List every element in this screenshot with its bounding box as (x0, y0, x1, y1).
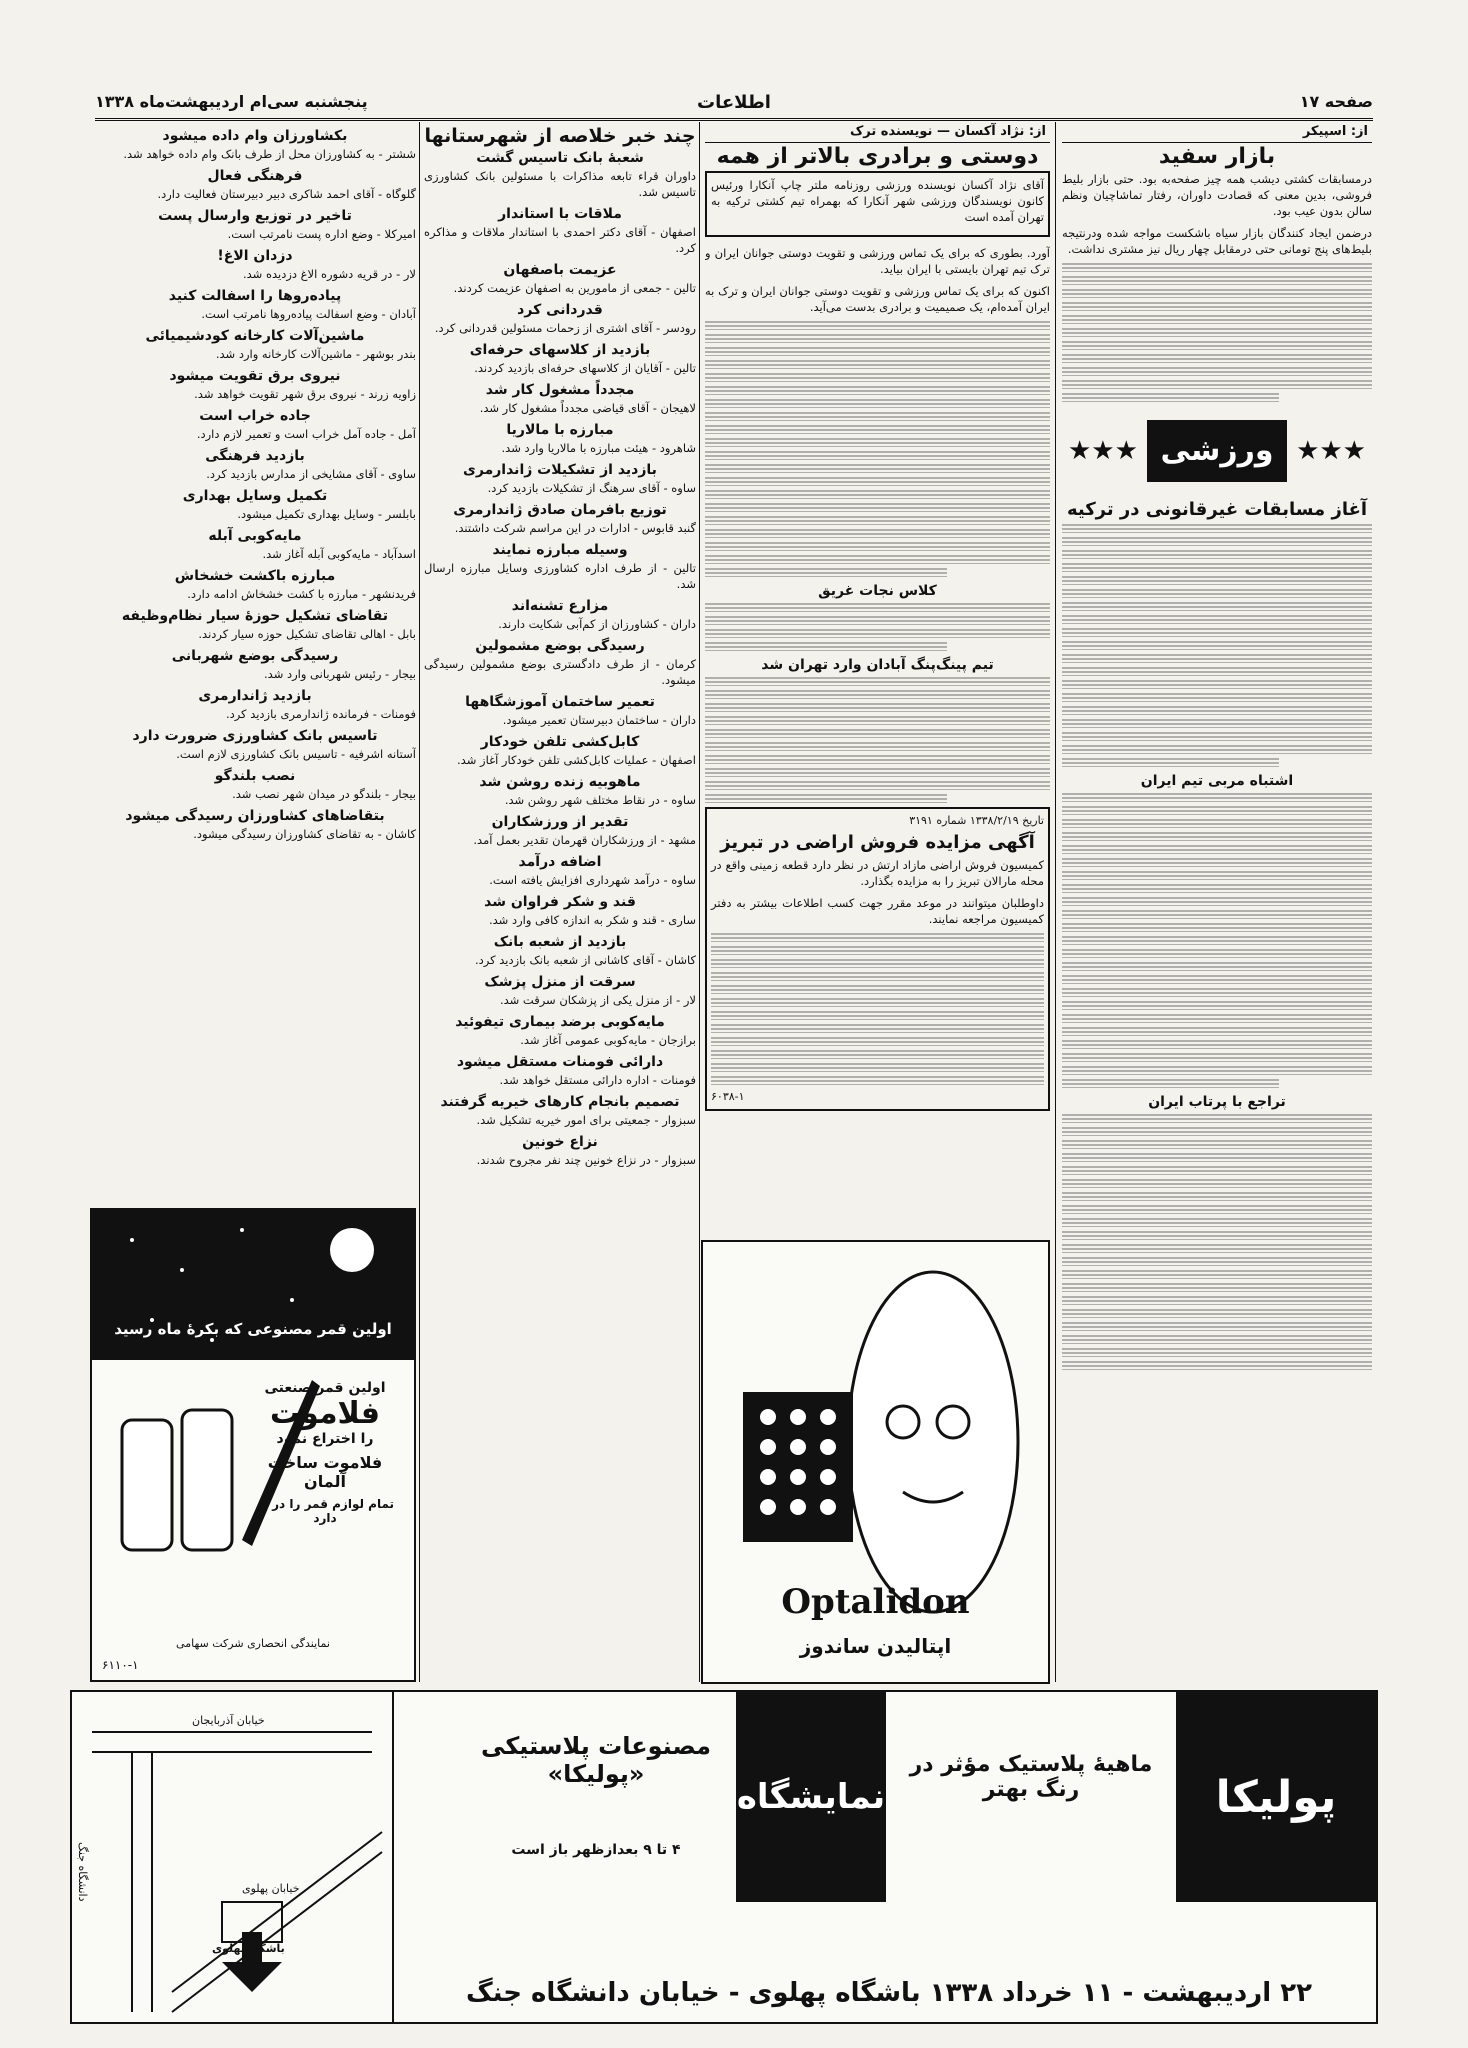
intro-box (705, 171, 1050, 237)
tender-notice (705, 807, 1050, 1111)
ad-code: ۶۱۱۰-۱ (102, 1658, 139, 1672)
list-item: فرهنگی فعال گلوگاه - آقای احمد شاکری دبیر دبیرستان فعالیت دارد. (157, 168, 416, 201)
notice-ref: تاریخ ۱۳۳۸/۲/۱۹ شماره ۳۱۹۱ (909, 814, 1044, 827)
list-item: دزدان الاغ! لار - در قریه دشوره الاغ دزدیده شد. (217, 248, 416, 281)
column-rule (419, 122, 420, 1682)
polica-ad (70, 1690, 1378, 2024)
list-item: عزیمت باصفهان تالین - جمعی از مامورین به اصفهان عزیمت کردند. (453, 262, 696, 295)
map-drawing (72, 1692, 392, 2022)
list-item: بکشاورزان وام داده میشود ششتر - به کشاورزان محل از طرف بانک وام داده خواهد شد. (123, 128, 416, 161)
news-list (94, 128, 416, 842)
page-number: صفحه ۱۷ (1299, 92, 1373, 111)
list-item: نزاع خونین سبزوار - در نزاع خونین چند نفر مجروح شدند. (476, 1134, 696, 1167)
list-item: تقدیر از ورزشکاران مشهد - از ورزشکاران قهرمان تقدیر بعمل آمد. (473, 814, 696, 847)
ad-copy (250, 1380, 400, 1525)
list-item: مبارزه باکشت خشخاش فریدنشهر - مبارزه با کشت خشخاش ادامه دارد. (174, 568, 416, 601)
provincial-news-column (94, 122, 416, 1202)
map-street: دانشگاه جنگ (76, 1842, 89, 1902)
list-item: تصمیم بانجام کارهای خیریه گرفتند سبزوار - جمعیتی برای امور خیریه تشکیل شد. (440, 1094, 696, 1127)
list-item: دارائی فومنات مستقل میشود فومنات - اداره دارائی مستقل خواهد شد. (456, 1054, 696, 1087)
location-map (72, 1692, 394, 2022)
list-item: مزارع تشنه‌اند داران - کشاورزان از کم‌آبی شکایت دارند. (498, 598, 696, 631)
ad-banner: اولین قمر مصنوعی که بکرهٔ ماه رسید (114, 1320, 392, 1338)
list-item: پیاده‌روها را اسفالت کنید آبادان - وضع اسفالت پیاده‌روها نامرتب است. (168, 288, 416, 321)
list-item: جاده خراب است آمل - جاده آمل خراب است و تعمیر لازم دارد. (196, 408, 416, 441)
masthead (95, 88, 1373, 121)
list-item: کابل‌کشی تلفن خودکار اصفهان - عملیات کابل‌کشی تلفن خودکار آغاز شد. (457, 734, 696, 767)
list-item: بتقاضاهای کشاورزان رسیدگی میشود کاشان - به تقاضای کشاورزان رسیدگی میشود. (125, 808, 416, 841)
ad-line: اولین قمر صنعتی (264, 1380, 386, 1396)
column-rule (1055, 122, 1056, 1682)
issue-date: پنجشنبه سی‌ام اردیبهشت‌ماه ۱۳۳۸ (95, 92, 368, 111)
optalidon-brand: Optalidon (781, 1582, 970, 1622)
byline: از: نژاد آکسان — نویسنده ترک (705, 122, 1050, 143)
paper-name: اطلاعات (697, 92, 771, 113)
list-item: توزیع بافرمان صادق ژاندارمری گنبد قابوس - ادارات در این مراسم شرکت داشتند. (453, 502, 696, 535)
exhibition-sub: مصنوعات پلاستیکی «پولیکا» (481, 1732, 711, 1788)
list-item: مجدداً مشغول کار شد لاهیجان - آقای قیاضی مجدداً مشغول کار شد. (479, 382, 696, 415)
news-list (424, 150, 696, 1168)
list-item: اضافه درآمد ساوه - درآمد شهرداری افزایش یافته است. (489, 854, 696, 887)
paragraph: اکنون که برای یک تماس ورزشی و تقویت دوستی جوانان ایران و ترک به ایران آمده‌ام، یک صمیمیت و برادری بدست می‌آید. (705, 284, 1050, 314)
headline: آغاز مسابقات غیرقانونی در ترکیه (1066, 499, 1368, 520)
list-item: ماهوبیه زنده روشن شد ساوه - در نقاط مختلف شهر روشن شد. (479, 774, 696, 807)
optalidon-caption: اپتالیدن ساندوز (799, 1634, 952, 1658)
star-icon: ★★★ (1068, 436, 1138, 466)
list-item: بازدید ژاندارمری فومنات - فرمانده ژاندارمری بازدید کرد. (198, 688, 416, 721)
paragraph: آورد. بطوری که برای یک تماس ورزشی و تقویت دوستی جوانان ایران و ترک تیم تهران بایستی با ایران بیاید. (705, 246, 1050, 276)
falamot-ad (90, 1208, 416, 1682)
exhibition-label: نمایشگاه (736, 1692, 886, 1902)
list-item: مایه‌کوبی برضد بیماری تیفوئید برازجان - مایه‌کوبی عمومی آغاز شد. (455, 1014, 696, 1047)
list-item: وسیله مبارزه نمایند تالین - از طرف اداره کشاورزی وسایل مبارزه ارسال شد. (424, 542, 696, 591)
column-rule (699, 122, 700, 1682)
intro-text: آقای نژاد آکسان نویسنده ورزشی روزنامه ملتر چاپ آنکارا ورئیس کانون نویسندگان ورزشی شهر آنکارا که بهمراه تیم کشتی ترکیه به تهران آمده است (711, 178, 1044, 224)
map-street: خیابان پهلوی (242, 1882, 300, 1895)
notice-code: ۶۰۳۸-۱ (711, 1090, 745, 1103)
ad-line: تمام لوازم قمر را در بر دارد (255, 1497, 394, 1525)
ad-agent: نمایندگی انحصاری شرکت سهامی (176, 1637, 330, 1650)
list-item: بازدید از کلاسهای حرفه‌ای تالین - آقایان از کلاسهای حرفه‌ای بازدید کردند. (469, 342, 696, 375)
author-tag: از: اسپیکر (1062, 122, 1372, 143)
list-item: تکمیل وسایل بهداری بابلسر - وسایل بهداری تکمیل میشود. (182, 488, 416, 521)
list-item: سرقت از منزل پزشک لار - از منزل یکی از پزشکان سرقت شد. (484, 974, 696, 1007)
exhibition-dates: ۲۲ اردیبهشت - ۱۱ خرداد ۱۳۳۸ باشگاه پهلوی - خیابان دانشگاه جنگ (466, 1978, 1312, 2008)
paragraph: درضمن ایجاد کنندگان بازار سیاه باشکست مواجه شده ودرنتیجه بلیط‌های پنج تومانی حتی درمقابل چهار ریال نیز مشتری نداشت. (1062, 226, 1372, 256)
polica-brand: پولیکا (1176, 1692, 1376, 1902)
subhead: تراجع با پرتاب ایران (1148, 1094, 1286, 1110)
star-icon: ★★★ (1296, 436, 1366, 466)
city-news-column (424, 122, 696, 1682)
sport-emblem: ورزشی (1147, 420, 1287, 482)
ad-line: را اختراع نمود (276, 1431, 374, 1447)
list-item: قدردانی کرد رودسر - آقای اشتری از زحمات مسئولین قدردانی کرد. (434, 302, 696, 335)
list-item: قند و شکر فراوان شد ساری - قند و شکر به اندازه کافی وارد شد. (484, 894, 696, 927)
list-item: شعبهٔ بانک تاسیس گشت داوران قراء تابعه مذاکرات با مسئولین بانک کشاورزی تاسیس شد. (424, 150, 696, 199)
subhead: اشتباه مربی تیم ایران (1140, 773, 1294, 789)
list-item: رسیدگی بوضع مشمولین کرمان - از طرف دادگستری بوضع مشمولین رسیدگی میشود. (424, 638, 696, 687)
optalidon-ad (701, 1240, 1050, 1684)
list-item: تاخیر در توزیع وارسال پست امیرکلا - وضع اداره پست نامرتب است. (158, 208, 416, 241)
list-item: نیروی برق تقویت میشود زاویه زرند - نیروی برق شهر تقویت خواهد شد. (169, 368, 416, 401)
paragraph: داوطلبان میتوانند در موعد مقرر جهت کسب اطلاعات بیشتر به دفتر کمیسیون مراجعه نمایند. (711, 896, 1044, 926)
polica-slogan: ماهیهٔ پلاستیک مؤثر در رنگ بهتر (909, 1752, 1153, 1802)
list-item: تاسیس بانک کشاورزی ضرورت دارد آستانه اشرفیه - تاسیس بانک کشاورزی لازم است. (132, 728, 416, 761)
section-title: چند خبر خلاصه از شهرستانها (424, 125, 696, 147)
ad-line: فلاموت ساخت آلمان (267, 1453, 383, 1491)
list-item: بازدید از شعبه بانک کاشان - آقای کاشانی از شعبه بانک بازدید کرد. (474, 934, 696, 967)
list-item: مایه‌کوبی آبله اسدآباد - مایه‌کوبی آبله آغاز شد. (208, 528, 416, 561)
paragraph: کمیسیون فروش اراضی مازاد ارتش در نظر دارد قطعه زمینی واقع در محله مارالان تبریز را به مزایده بگذارد. (711, 858, 1044, 888)
article-title: بازار سفید (1158, 144, 1276, 169)
subhead: کلاس نجات غریق (818, 583, 937, 599)
paragraph: درمسابقات کشتی دیشب همه چیز صفحه‌به بود. حتی بازار بلیط فروشی، بدین معنی که قصادت داوران، رفتار تماشاچیان ونظم سالن بدون عیب بود. (1062, 172, 1372, 218)
sport-banner (1062, 406, 1372, 496)
subhead: تیم پینگ‌پنگ آبادان وارد تهران شد (761, 657, 994, 673)
list-item: بازدید از تشکیلات ژاندارمری ساوه - آقای سرهنگ از تشکیلات بازدید کرد. (463, 462, 696, 495)
list-item: مبارزه با مالاریا شاهرود - هیئت مبارزه با مالاریا وارد شد. (501, 422, 696, 455)
list-item: بازدید فرهنگی ساوی - آقای مشایخی از مدارس بازدید کرد. (205, 448, 416, 481)
map-street: خیابان آذربایجان (192, 1714, 265, 1727)
list-item: تعمیر ساختمان آموزشگاهها داران - ساختمان دبیرستان تعمیر میشود. (465, 694, 696, 727)
opening-hours: ۴ تا ۹ بعدازظهر باز است (511, 1842, 681, 1858)
list-item: رسیدگی بوضع شهربانی بیجار - رئیس شهربانی وارد شد. (171, 648, 416, 681)
list-item: تقاضای تشکیل حوزهٔ سیار نظام‌وظیفه بابل - اهالی تقاضای تشکیل حوزه سیار کردند. (121, 608, 416, 641)
list-item: ماشین‌آلات کارخانه کودشیمیائی بندر بوشهر - ماشین‌آلات کارخانه وارد شد. (145, 328, 416, 361)
list-item: نصب بلندگو بیجار - بلندگو در میدان شهر نصب شد. (214, 768, 416, 801)
sport-column (1062, 122, 1372, 1682)
map-label: باشگاه پهلوی (212, 1942, 285, 1955)
list-item: ملاقات با استاندار اصفهان - آقای دکتر احمدی با استاندار ملاقات و مذاکره کرد. (424, 206, 696, 255)
article-title: دوستی و برادری بالاتر از همه (716, 144, 1039, 169)
notice-title: آگهی مزایده فروش اراضی در تبریز (720, 832, 1035, 853)
ad-brand: فلاموت (270, 1396, 380, 1431)
